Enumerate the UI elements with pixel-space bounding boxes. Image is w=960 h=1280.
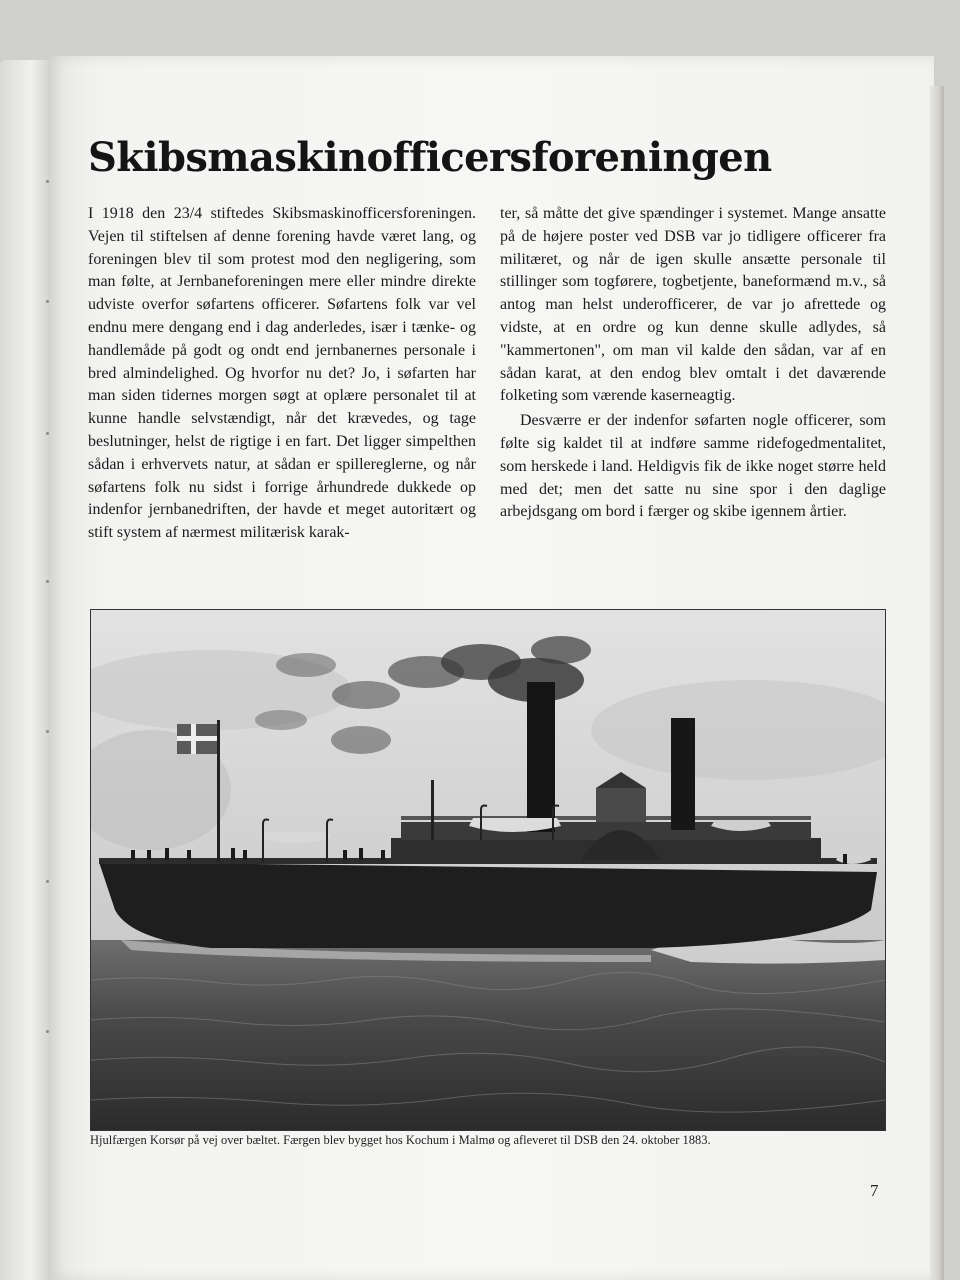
binding-stitch — [46, 300, 49, 303]
paragraph: ter, så måtte det give spændinger i systemet. Mange ansatte på de højere poster ved DSB var jo tidligere officerer fra militæret, og når de igen skulle ansætte personale til stillinger som togførere, togbetjente, baneformænd m.v., så antog man helst underofficerer, de var jo afrettede og vidste, at en ordre og kun denne skulle adlydes, så "kammertonen", om man vil kalde den sådan, var af en sådan karat, at den endog blev omtalt i det daværende folketing som værende kaserneagtig. — [500, 205, 886, 405]
binding-stitch — [46, 1030, 49, 1033]
ferry-photograph — [90, 609, 886, 1131]
page-number: 7 — [870, 1181, 879, 1200]
binding-stitch — [46, 880, 49, 883]
left-page-edge — [0, 60, 56, 1280]
binding-stitch — [46, 730, 49, 733]
binding-stitch — [46, 180, 49, 183]
paragraph: Desværre er der indenfor søfarten nogle officerer, som følte sig kaldet til at indføre samme ridefogedmentalitet, som herskede i land. Heldigvis fik de ikke noget større held med det; men det satte nu sine spor i den daglige arbejdsgang om bord i færger og skibe igennem årtier. — [500, 412, 886, 521]
page-stack-edge — [930, 86, 944, 1280]
binding-stitch — [46, 432, 49, 435]
photo-caption: Hjulfærgen Korsør på vej over bæltet. Færgen blev bygget hos Kochum i Malmø og afleveret til DSB den 24. oktober 1883. — [90, 1133, 711, 1147]
binding-stitch — [46, 580, 49, 583]
text-column-left — [88, 203, 476, 545]
paragraph: I 1918 den 23/4 stiftedes Skibsmaskinofficersforeningen. Vejen til stiftelsen af denne forening havde været lang, og foreningen blev til som protest mod den negligering, som man følte, at Jernbaneforeningen mere eller mindre direkte udviste overfor søfartens officerer. Søfartens folk var vel endnu mere dengang end i dag anderledes, især i tænke- og handlemåde på godt og ondt end jernbanernes personale i bred almindelighed. Og hvorfor nu det? Jo, i søfarten har man siden tidernes morgen søgt at oplære personalet til at kunne handle selvstændigt, når det krævedes, og tage beslutninger, helst de rigtige i en fart. Det ligger simpelthen sådan i erhvervets natur, at sådan er spillereglerne, og når søfartens folk nu sidst i forrige århundrede dukkede op indenfor jernbanedriften, der havde et meget autoritært og stift system af nærmest militærisk karak- — [88, 205, 476, 542]
text-column-right — [500, 203, 886, 524]
page-title: Skibsmaskinofficersforeningen — [88, 134, 772, 181]
ferry-illustration — [91, 610, 885, 1130]
